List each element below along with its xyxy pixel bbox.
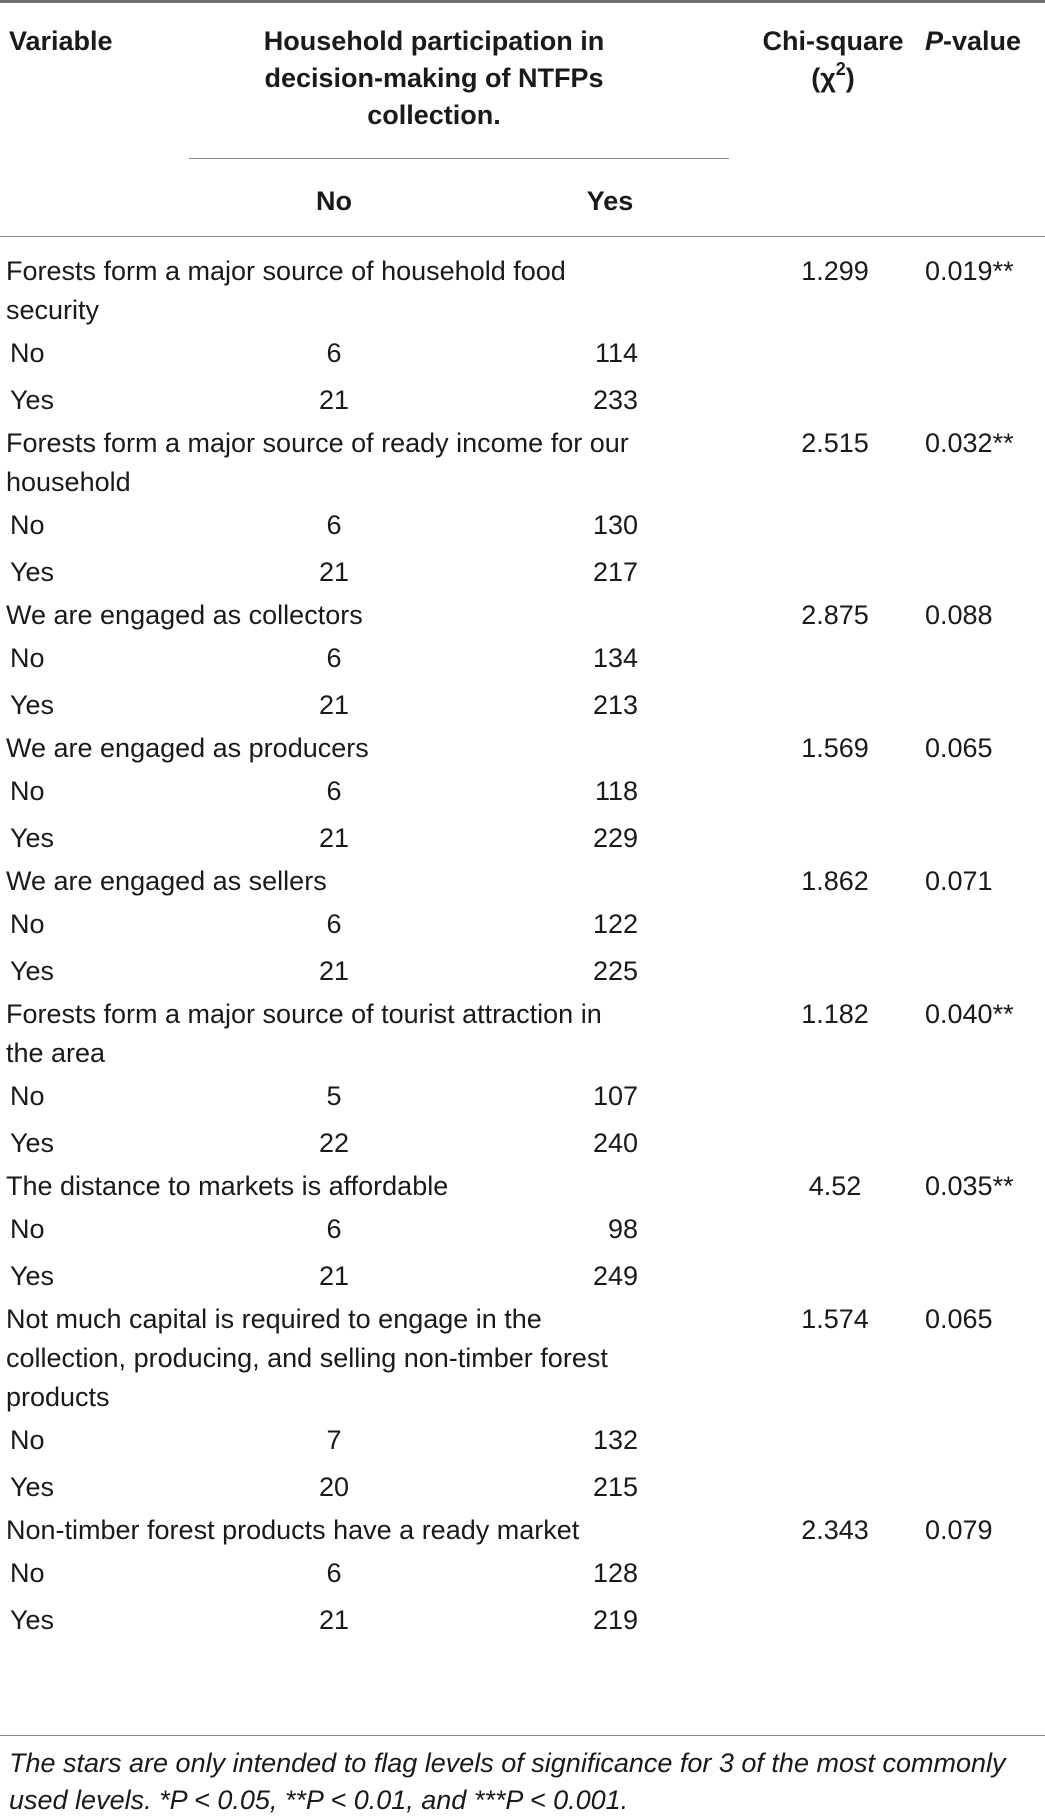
count-no: 6: [326, 338, 342, 368]
p-value: 0.071: [925, 866, 993, 896]
table-row: [0, 1167, 1045, 1206]
chi-square-value: 1.862: [801, 866, 869, 896]
subrow-label: No: [10, 1081, 45, 1111]
table-row-group: [0, 862, 1045, 995]
variable-label: We are engaged as collectors: [6, 600, 363, 630]
p-value: 0.040**: [925, 999, 1014, 1029]
subrow-label: Yes: [10, 1128, 55, 1158]
count-yes: 134: [592, 643, 638, 673]
p-value: 0.065: [925, 733, 993, 763]
chi-square-value: 1.569: [801, 733, 869, 763]
table-subrow: [0, 682, 1045, 729]
header-chi-symbol: $(\chi^2)$: [811, 59, 855, 93]
table-body: [0, 252, 1045, 1644]
count-no: 6: [326, 643, 342, 673]
count-yes: 98: [607, 1214, 638, 1244]
count-no: 21: [318, 1261, 350, 1291]
table-subrow: [0, 815, 1045, 862]
table-subrow: [0, 1253, 1045, 1300]
table-row: [0, 596, 1045, 635]
header-subrule: [189, 158, 729, 159]
count-no: 6: [326, 1214, 342, 1244]
count-no: 21: [318, 1605, 350, 1635]
count-yes: 249: [592, 1261, 638, 1291]
count-yes: 225: [592, 956, 638, 986]
p-value: 0.019**: [925, 256, 1014, 286]
table-subrow: [0, 549, 1045, 596]
header-participation-line1: Household participation in: [263, 26, 605, 56]
table-row-group: [0, 424, 1045, 596]
table-row-group: [0, 1511, 1045, 1644]
variable-label: Forests form a major source of ready income for our household: [6, 428, 629, 497]
variable-label: Forests form a major source of tourist attraction in the area: [6, 999, 602, 1068]
count-no: 22: [318, 1128, 350, 1158]
count-yes: 132: [592, 1425, 638, 1455]
count-no: 21: [318, 385, 350, 415]
header-bottom-rule: [0, 236, 1045, 237]
count-no: 21: [318, 690, 350, 720]
header-p-value: P-value: [925, 26, 1022, 56]
chi-square-value: 2.875: [801, 600, 869, 630]
header-no: No: [316, 186, 352, 216]
subrow-label: No: [10, 1425, 45, 1455]
count-no: 5: [326, 1081, 342, 1111]
table-subrow: [0, 948, 1045, 995]
chi-square-value: 2.515: [801, 428, 869, 458]
p-value: 0.065: [925, 1304, 993, 1334]
table-subrow: [0, 1206, 1045, 1253]
variable-label: The distance to markets is affordable: [6, 1171, 449, 1201]
table-subrow: [0, 901, 1045, 948]
table-subrow: [0, 330, 1045, 377]
count-yes: 122: [592, 909, 638, 939]
subrow-label: No: [10, 510, 45, 540]
subrow-label: No: [10, 338, 45, 368]
count-no: 7: [326, 1425, 342, 1455]
count-no: 6: [326, 776, 342, 806]
header-chi-square: [748, 23, 918, 97]
table-top-rule: [0, 0, 1045, 3]
subrow-label: Yes: [10, 1605, 55, 1635]
subrow-label: Yes: [10, 1261, 55, 1291]
variable-label: Non-timber forest products have a ready market: [6, 1515, 580, 1545]
table-footnote: [9, 1745, 1039, 1819]
subrow-label: No: [10, 1214, 45, 1244]
table-subrow: [0, 768, 1045, 815]
table-bottom-rule: [0, 1735, 1045, 1736]
table-subrow: [0, 1550, 1045, 1597]
header-participation-line3: collection.: [367, 100, 501, 130]
table-row-group: [0, 995, 1045, 1167]
subrow-label: Yes: [10, 690, 55, 720]
count-yes: 215: [592, 1472, 638, 1502]
table-row: [0, 424, 1045, 502]
table-row: [0, 995, 1045, 1073]
table-row-group: [0, 596, 1045, 729]
chi-square-value: 1.182: [801, 999, 869, 1029]
count-no: 21: [318, 823, 350, 853]
variable-label: Forests form a major source of household food security: [6, 256, 566, 325]
header-participation: [229, 23, 639, 134]
count-no: 21: [318, 557, 350, 587]
table-row-group: [0, 1167, 1045, 1300]
table-subrow: [0, 1120, 1045, 1167]
count-no: 20: [318, 1472, 350, 1502]
subrow-label: Yes: [10, 823, 55, 853]
table-subrow: [0, 377, 1045, 424]
count-yes: 107: [592, 1081, 638, 1111]
table-row: [0, 1511, 1045, 1550]
header-yes: Yes: [586, 186, 634, 216]
footnote-line1: The stars are only intended to flag levels of significance for 3 of the most commonly: [9, 1748, 1006, 1778]
subrow-label: No: [10, 643, 45, 673]
subrow-label: Yes: [10, 557, 55, 587]
table-subrow: [0, 635, 1045, 682]
count-yes: 240: [592, 1128, 638, 1158]
table-row: [0, 252, 1045, 330]
count-no: 21: [318, 956, 350, 986]
subrow-label: Yes: [10, 956, 55, 986]
count-yes: 128: [592, 1558, 638, 1588]
count-yes: 229: [592, 823, 638, 853]
count-yes: 118: [594, 776, 638, 806]
header-participation-line2: decision-making of NTFPs: [264, 63, 604, 93]
subrow-label: Yes: [10, 385, 55, 415]
chi-square-value: 1.574: [801, 1304, 869, 1334]
subrow-label: Yes: [10, 1472, 55, 1502]
count-no: 6: [326, 1558, 342, 1588]
count-no: 6: [326, 510, 342, 540]
subrow-label: No: [10, 776, 45, 806]
p-value: 0.079: [925, 1515, 993, 1545]
variable-label: Not much capital is required to engage in the collection, producing, and selling non-timber forest products: [6, 1304, 608, 1412]
chi-square-value: 4.52: [808, 1171, 862, 1201]
table-subrow: [0, 1597, 1045, 1644]
subrow-label: No: [10, 1558, 45, 1588]
table-subrow: [0, 1073, 1045, 1120]
table-row: [0, 862, 1045, 901]
table-row: [0, 1300, 1045, 1417]
variable-label: We are engaged as producers: [6, 733, 369, 763]
count-yes: 213: [592, 690, 638, 720]
count-yes: 233: [592, 385, 638, 415]
p-value: 0.032**: [925, 428, 1014, 458]
header-chi-square-label: Chi-square: [762, 26, 904, 56]
table-subrow: [0, 1464, 1045, 1511]
p-value: 0.035**: [925, 1171, 1014, 1201]
count-yes: 219: [592, 1605, 638, 1635]
table-row-group: [0, 729, 1045, 862]
footnote-line2: used levels. *P < 0.05, **P < 0.01, and ***P < 0.001.: [9, 1785, 629, 1815]
chi-square-value: 2.343: [801, 1515, 869, 1545]
chi-square-value: 1.299: [801, 256, 869, 286]
table-row-group: [0, 1300, 1045, 1511]
subrow-label: No: [10, 909, 45, 939]
table-subrow: [0, 502, 1045, 549]
count-yes: 130: [592, 510, 638, 540]
table-row-group: [0, 252, 1045, 424]
table-subrow: [0, 1417, 1045, 1464]
count-yes: 114: [594, 338, 638, 368]
p-value: 0.088: [925, 600, 993, 630]
count-yes: 217: [592, 557, 638, 587]
table-row: [0, 729, 1045, 768]
count-no: 6: [326, 909, 342, 939]
header-variable: Variable: [9, 26, 113, 56]
variable-label: We are engaged as sellers: [6, 866, 327, 896]
